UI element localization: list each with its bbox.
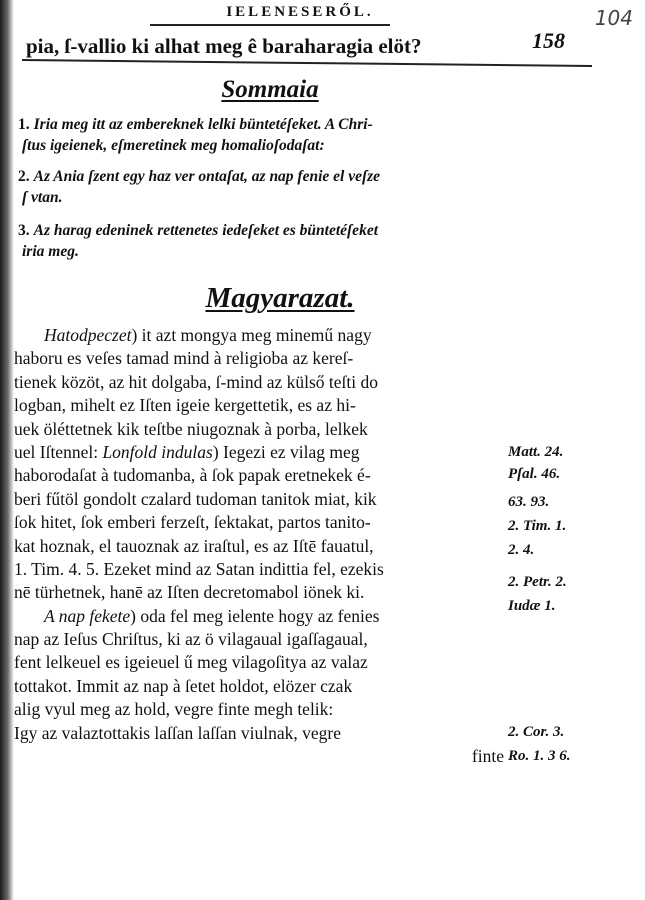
body-text-segment: ) oda fel meg ielente hogy az fenies [130, 605, 380, 626]
summary-item-number: 3. [18, 222, 30, 239]
summary-heading: Sommaia [221, 76, 319, 103]
body-line [14, 535, 512, 558]
body-italic-term: Lonfold indulas [102, 441, 213, 462]
body-text-segment: logban, mihelt ez Iſten igeie kergettetik, es az hi- [14, 395, 356, 416]
body-line [14, 745, 512, 768]
margin-note: Iudæ 1. [508, 598, 556, 614]
body-italic-term: Hatodpeczet [44, 325, 132, 345]
margin-note: Ro. 1. 3 6. [508, 748, 571, 764]
body-line [14, 722, 512, 745]
body-line [14, 394, 512, 417]
summary-item-text: Az Ania ſzent egy haz ver ontaſat, az nap fenie el veſze [33, 168, 381, 185]
margin-note: 2. Cor. 3. [508, 724, 565, 740]
body-italic-term: A nap fekete [44, 605, 131, 626]
summary-item-1 [18, 114, 518, 156]
explanation-body [14, 324, 512, 768]
body-line [14, 324, 512, 347]
explanation-heading: Magyarazat. [205, 282, 355, 314]
summary-item-2 [18, 166, 518, 208]
body-text-segment: uel Iſtennel: [14, 441, 103, 462]
margin-note: 2. Tim. 1. [508, 518, 567, 534]
continuation-rule [22, 59, 592, 67]
summary-item-text: ſtus igeienek, eſmeretinek meg homalioſodaſat: [22, 137, 325, 154]
body-text-segment: nap az Ieſus Chriſtus, ki az ö vilagaual igaſſagaual, [14, 629, 368, 650]
body-text-segment: finte [471, 746, 504, 767]
continuation-line: pia, ſ-vallio ki alhat meg ê baraharagia elöt? [26, 34, 422, 58]
margin-note: Matt. 24. [508, 444, 564, 460]
body-line [14, 558, 512, 581]
body-line [14, 581, 512, 604]
body-text-segment: ) it azt mongya meg minemű nagy [131, 325, 372, 345]
margin-note: 2. 4. [508, 542, 535, 558]
summary-item-3 [18, 220, 518, 262]
body-text-segment: 1. Tim. 4. 5. Ezeket mind az Satan indittia fel, ezekis [14, 558, 384, 579]
summary-item-text: iria meg. [22, 243, 79, 260]
body-text-segment: ) Iegezi ez vilag meg [212, 441, 360, 462]
body-text-segment: Igy az valaztottakis laſſan laſſan viulnak, vegre [14, 722, 342, 743]
binding-gutter [0, 0, 14, 900]
body-line [14, 371, 512, 394]
summary-item-text: Az harag edeninek rettenetes iedeſeket es büntetéſeket [33, 222, 379, 239]
folio-annotation: 104 [594, 6, 633, 30]
body-line [14, 464, 512, 487]
body-text-segment: tienek közöt, az hit dolgaba, ſ-mind az külső teſti do [14, 371, 379, 392]
summary-item-text: ſ vtan. [22, 189, 63, 206]
body-line [14, 628, 512, 651]
body-text-segment: alig vyul meg az hold, vegre finte megh telik: [14, 699, 334, 720]
summary-item-number: 2. [18, 168, 30, 185]
margin-note: Pſal. 46. [508, 466, 561, 482]
body-line [14, 511, 512, 534]
body-line [14, 698, 512, 721]
body-text-segment: uek öléttetnek kik teſtbe niugoznak à porba, lelkek [14, 418, 368, 439]
body-line [14, 347, 512, 370]
body-text-segment: haboru es veſes tamad mind à religioba az kereſ- [14, 348, 354, 369]
body-line [14, 418, 512, 441]
body-text-segment: fent lelkeuel es igeieuel ű meg vilagoſitya az valaz [14, 652, 368, 673]
body-text-segment: tottakot. Immit az nap à ſetet holdot, elözer czak [14, 675, 353, 696]
summary-item-text: Iria meg itt az embereknek lelki büntetéſeket. A Chri- [33, 116, 373, 133]
header-rule [150, 24, 390, 26]
body-line [14, 651, 512, 674]
margin-note: 63. 93. [508, 494, 550, 510]
body-line [14, 605, 512, 628]
body-line [14, 441, 512, 464]
margin-note: 2. Petr. 2. [508, 574, 567, 590]
summary-item-number: 1. [18, 116, 30, 133]
body-text-segment: haborodaſat à tudomanba, à ſok papak eretnekek é- [14, 465, 371, 486]
body-text-segment: beri fűtöl gondolt czalard tudoman tanitok miat, kik [14, 488, 377, 509]
body-line [14, 675, 512, 698]
body-line [14, 488, 512, 511]
body-text-segment: kat hoznak, el tauoznak az iraſtul, es az Iſtē fauatul, [14, 535, 374, 556]
body-text-segment: ſok hitet, ſok emberi ferzeſt, ſektakat, partos tanito- [14, 512, 371, 533]
running-head: IELENESERŐL. [226, 4, 374, 20]
body-text-segment: nē türhetnek, hanē az Iſten decretomabol iönek ki. [14, 582, 365, 603]
page-number: 158 [532, 28, 565, 53]
